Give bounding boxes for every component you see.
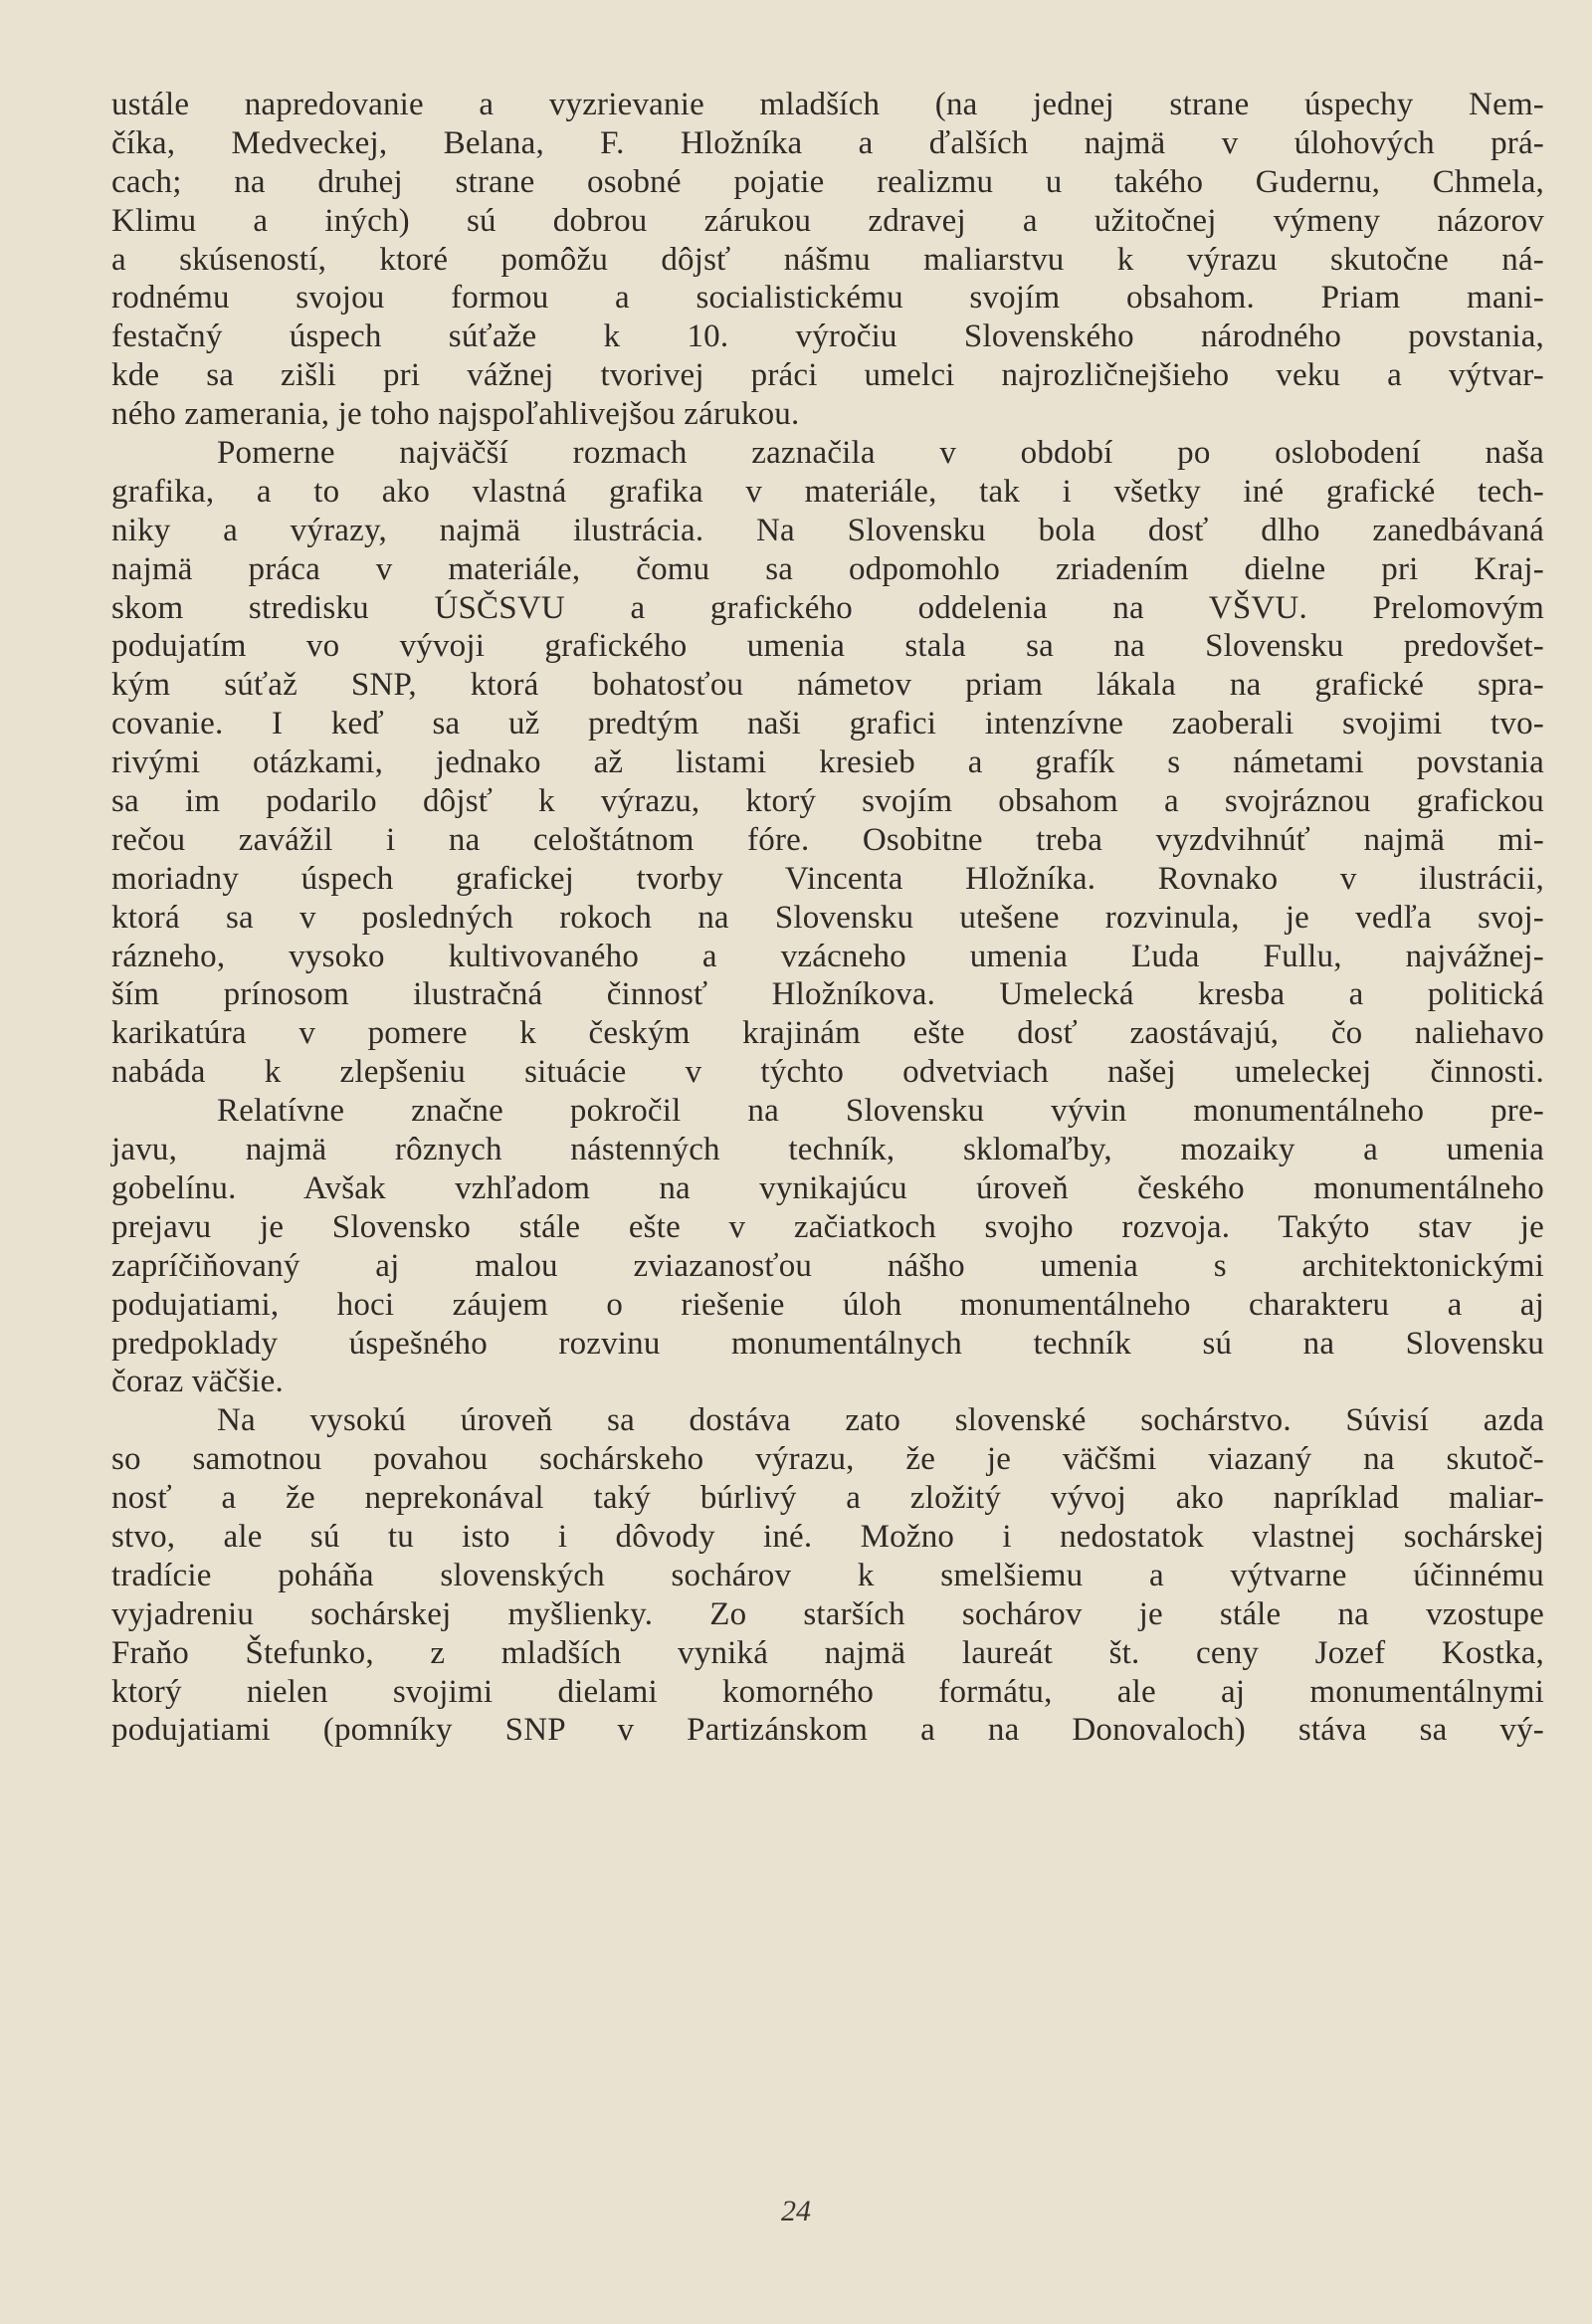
text-line: Fraňo Štefunko, z mladších vyniká najmä laureát št. ceny Jozef Kostka, <box>111 1634 1544 1671</box>
text-line: podujatiami, hoci záujem o riešenie úloh monumentálneho charakteru a aj <box>111 1286 1544 1323</box>
text-line: číka, Medveckej, Belana, F. Hložníka a ďalších najmä v úlohových prá- <box>111 124 1544 161</box>
text-line: ším prínosom ilustračná činnosť Hložníkova. Umelecká kresba a politická <box>111 976 1544 1013</box>
text-line: covanie. I keď sa už predtým naši grafici intenzívne zaoberali svojimi tvo- <box>111 706 1544 742</box>
text-line: grafika, a to ako vlastná grafika v materiále, tak i všetky iné grafické tech- <box>111 473 1544 510</box>
text-line: kým súťaž SNP, ktorá bohatosťou námetov priam lákala na grafické spra- <box>111 667 1544 704</box>
paragraph-3 <box>111 1092 1544 1401</box>
text-line: ktorá sa v posledných rokoch na Slovensku utešene rozvinula, je vedľa svoj- <box>111 899 1544 936</box>
text-line: karikatúra v pomere k českým krajinám ešte dosť zaostávajú, čo naliehavo <box>111 1015 1544 1052</box>
page-body <box>111 86 1544 1750</box>
text-line: festačný úspech súťaže k 10. výročiu Slovenského národného povstania, <box>111 318 1544 355</box>
text-line: ktorý nielen svojimi dielami komorného formátu, ale aj monumentálnymi <box>111 1673 1544 1710</box>
text-line: a skúseností, ktoré pomôžu dôjsť nášmu maliarstvu k výrazu skutočne ná- <box>111 241 1544 278</box>
text-line: rodnému svojou formou a socialistickému svojím obsahom. Priam mani- <box>111 280 1544 317</box>
text-line: javu, najmä rôznych nástenných techník, sklomaľby, mozaiky a umenia <box>111 1132 1544 1168</box>
text-line: ného zamerania, je toho najspoľahlivejšou zárukou. <box>111 396 800 433</box>
text-line: ustále napredovanie a vyzrievanie mladších (na jednej strane úspechy Nem- <box>111 87 1544 122</box>
text-line: kde sa zišli pri vážnej tvorivej práci umelci najrozličnejšieho veku a výtvar- <box>111 357 1544 394</box>
text-line: stvo, ale sú tu isto i dôvody iné. Možno i nedostatok vlastnej sochárskej <box>111 1518 1544 1555</box>
text-line: moriadny úspech grafickej tvorby Vincenta Hložníka. Rovnako v ilustrácii, <box>111 860 1544 897</box>
text-line: podujatiami (pomníky SNP v Partizánskom a na Donovaloch) stáva sa vý- <box>111 1712 1544 1749</box>
text-line: nosť a že neprekonával taký búrlivý a zložitý vývoj ako napríklad maliar- <box>111 1480 1544 1517</box>
text-line: podujatím vo vývoji grafického umenia stala sa na Slovensku predovšet- <box>111 628 1544 665</box>
text-line: cach; na druhej strane osobné pojatie realizmu u takého Gudernu, Chmela, <box>111 163 1544 200</box>
text-line: čoraz väčšie. <box>111 1364 284 1400</box>
paragraph-1 <box>111 86 1544 434</box>
paragraph-4 <box>111 1401 1544 1750</box>
text-line: rázneho, vysoko kultivovaného a vzácneho umenia Ľuda Fullu, najvážnej- <box>111 938 1544 974</box>
text-line: nabáda k zlepšeniu situácie v týchto odvetviach našej umeleckej činnosti. <box>111 1054 1544 1091</box>
page-number: 24 <box>781 2195 811 2227</box>
text-line: Na vysokú úroveň sa dostáva zato slovenské sochárstvo. Súvisí azda <box>217 1402 1544 1439</box>
text-line: sa im podarilo dôjsť k výrazu, ktorý svojím obsahom a svojráznou grafickou <box>111 783 1544 820</box>
paragraph-2 <box>111 434 1544 1092</box>
text-line: niky a výrazy, najmä ilustrácia. Na Slovensku bola dosť dlho zanedbávaná <box>111 512 1544 548</box>
text-line: gobelínu. Avšak vzhľadom na vynikajúcu úroveň českého monumentálneho <box>111 1169 1544 1206</box>
text-line: Relatívne značne pokročil na Slovensku vývin monumentálneho pre- <box>217 1093 1544 1130</box>
text-line: tradície poháňa slovenských sochárov k smelšiemu a výtvarne účinnému <box>111 1557 1544 1593</box>
text-line: Klimu a iných) sú dobrou zárukou zdravej a užitočnej výmeny názorov <box>111 202 1544 239</box>
text-line: najmä práca v materiále, čomu sa odpomohlo zriadením dielne pri Kraj- <box>111 550 1544 587</box>
text-line: rečou zavážil i na celoštátnom fóre. Osobitne treba vyzdvihnúť najmä mi- <box>111 821 1544 858</box>
text-line: prejavu je Slovensko stále ešte v začiatkoch svojho rozvoja. Takýto stav je <box>111 1208 1544 1245</box>
text-line: Pomerne najväčší rozmach zaznačila v období po oslobodení naša <box>217 435 1544 472</box>
text-line: vyjadreniu sochárskej myšlienky. Zo starších sochárov je stále na vzostupe <box>111 1595 1544 1632</box>
text-line: rivými otázkami, jednako až listami kresieb a grafík s námetami povstania <box>111 744 1544 781</box>
text-line: so samotnou povahou sochárskeho výrazu, že je väčšmi viazaný na skutoč- <box>111 1441 1544 1478</box>
text-line: predpoklady úspešného rozvinu monumentálnych techník sú na Slovensku <box>111 1325 1544 1362</box>
text-line: skom stredisku ÚSČSVU a grafického oddelenia na VŠVU. Prelomovým <box>111 589 1544 626</box>
text-line: zapríčiňovaný aj malou zviazanosťou nášho umenia s architektonickými <box>111 1247 1544 1284</box>
